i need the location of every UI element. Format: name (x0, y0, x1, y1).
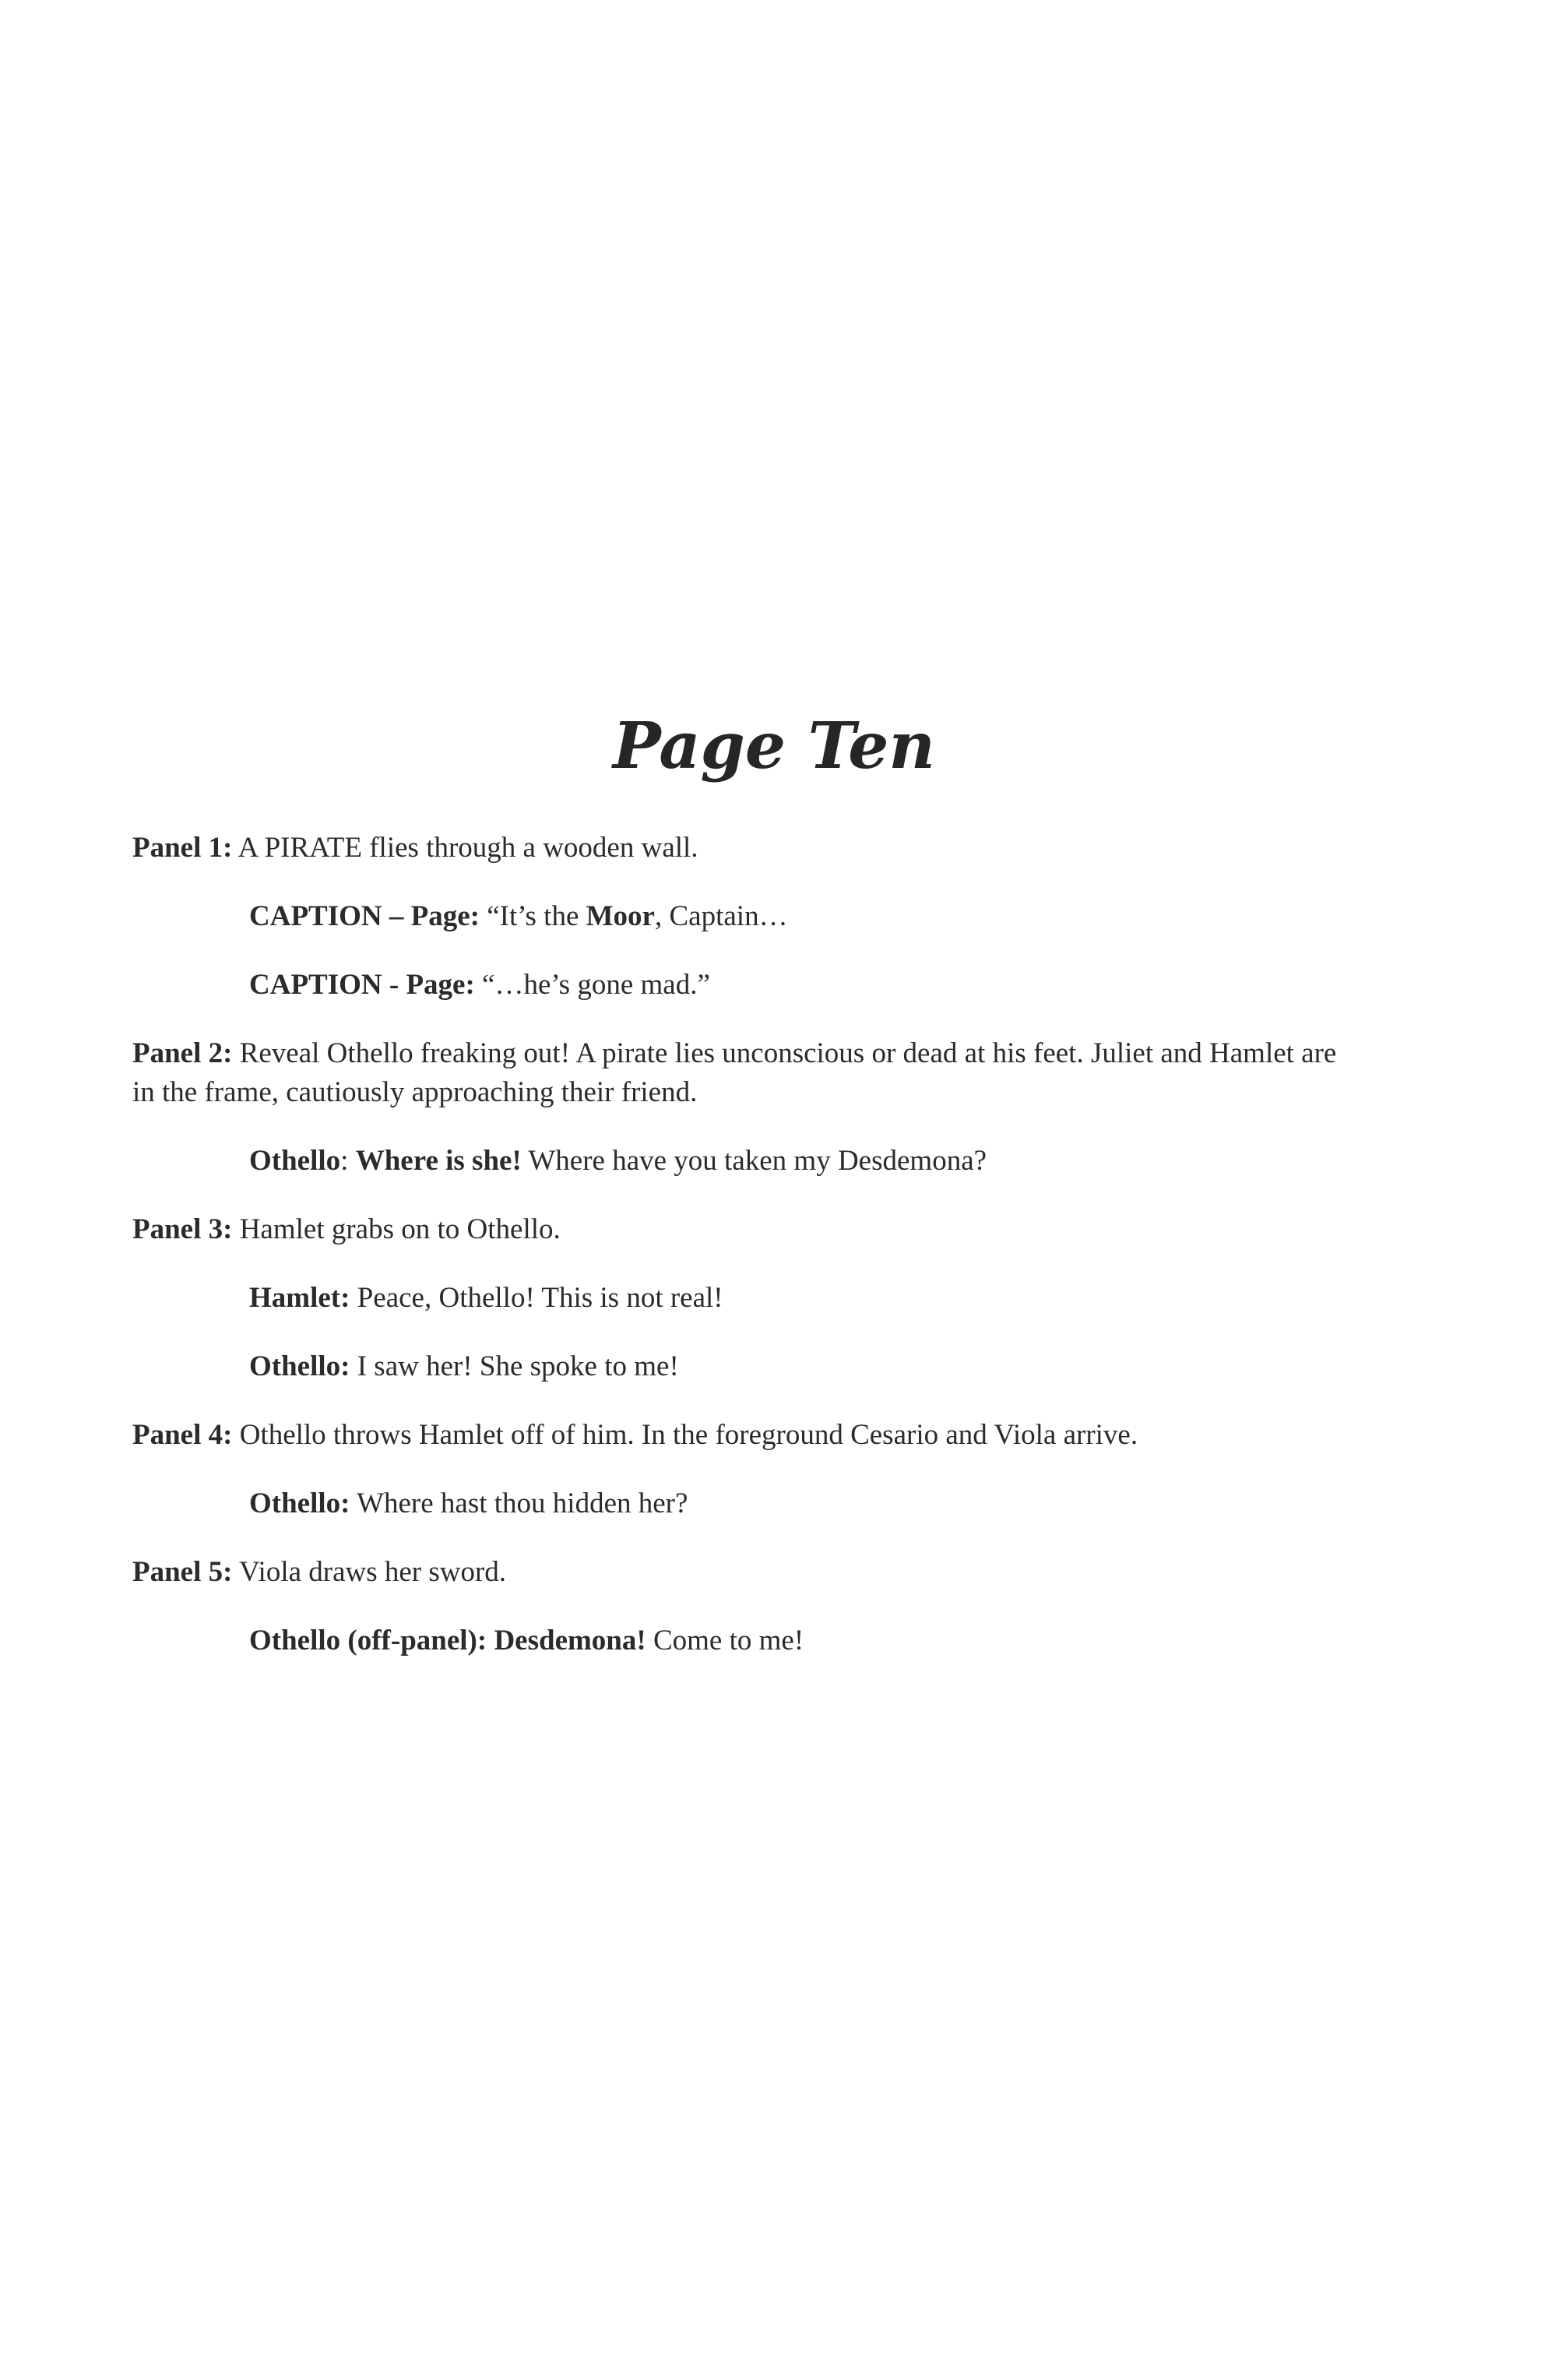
dialog-text: : (340, 1145, 356, 1177)
panel-text: Othello throws Hamlet off of him. In the foreground Cesario and Viola arrive. (232, 1419, 1138, 1451)
dialog-line (132, 897, 1363, 936)
dialog-text: “It’s the (479, 900, 586, 932)
panel-text: A PIRATE flies through a wooden wall. (232, 832, 698, 864)
dialog-speaker: CAPTION - Page: (249, 969, 475, 1001)
dialog-line (132, 1484, 1363, 1523)
dialog-text: I saw her! She spoke to me! (350, 1350, 679, 1382)
panel-label: Panel 3: (132, 1213, 233, 1245)
dialog-text: “…he’s gone mad.” (474, 969, 710, 1001)
dialog-speaker: Hamlet: (249, 1282, 350, 1314)
panel-description (132, 1034, 1363, 1112)
dialog-line (132, 1347, 1363, 1386)
panel-text: Hamlet grabs on to Othello. (232, 1213, 561, 1245)
panel-label: Panel 2: (132, 1037, 233, 1069)
panel-label: Panel 4: (132, 1419, 233, 1451)
dialog-speaker: Othello: (249, 1350, 350, 1382)
dialog-speaker: Othello (249, 1145, 341, 1177)
dialog-line (132, 1142, 1363, 1181)
panel-text: Reveal Othello freaking out! A pirate lies unconscious or dead at his feet. Juliet and Hamlet are in the frame, cautiously approaching their friend. (132, 1037, 1337, 1108)
dialog-speaker: Othello: (249, 1488, 350, 1519)
dialog-speaker: Where is she! (355, 1145, 522, 1177)
dialog-text: Where have you taken my Desdemona? (521, 1145, 987, 1177)
panel-description (132, 829, 1363, 868)
dialog-text: Where hast thou hidden her? (350, 1488, 688, 1519)
dialog-text: , Captain… (654, 900, 788, 932)
dialog-text: Come to me! (646, 1625, 804, 1656)
panel-description (132, 1553, 1363, 1592)
dialog-speaker: Moor (586, 900, 655, 932)
dialog-line (132, 966, 1363, 1005)
panel-description (132, 1416, 1363, 1455)
panel-label: Panel 5: (132, 1556, 233, 1588)
dialog-speaker: Othello (off-panel): Desdemona! (249, 1625, 646, 1656)
panel-text: Viola draws her sword. (232, 1556, 507, 1588)
dialog-line (132, 1279, 1363, 1318)
script-body (132, 829, 1363, 1690)
panel-description (132, 1210, 1363, 1249)
page-title: Page Ten (612, 709, 936, 783)
dialog-speaker: CAPTION – Page: (249, 900, 480, 932)
dialog-text: Peace, Othello! This is not real! (350, 1282, 723, 1314)
dialog-line (132, 1621, 1363, 1660)
panel-label: Panel 1: (132, 832, 233, 864)
